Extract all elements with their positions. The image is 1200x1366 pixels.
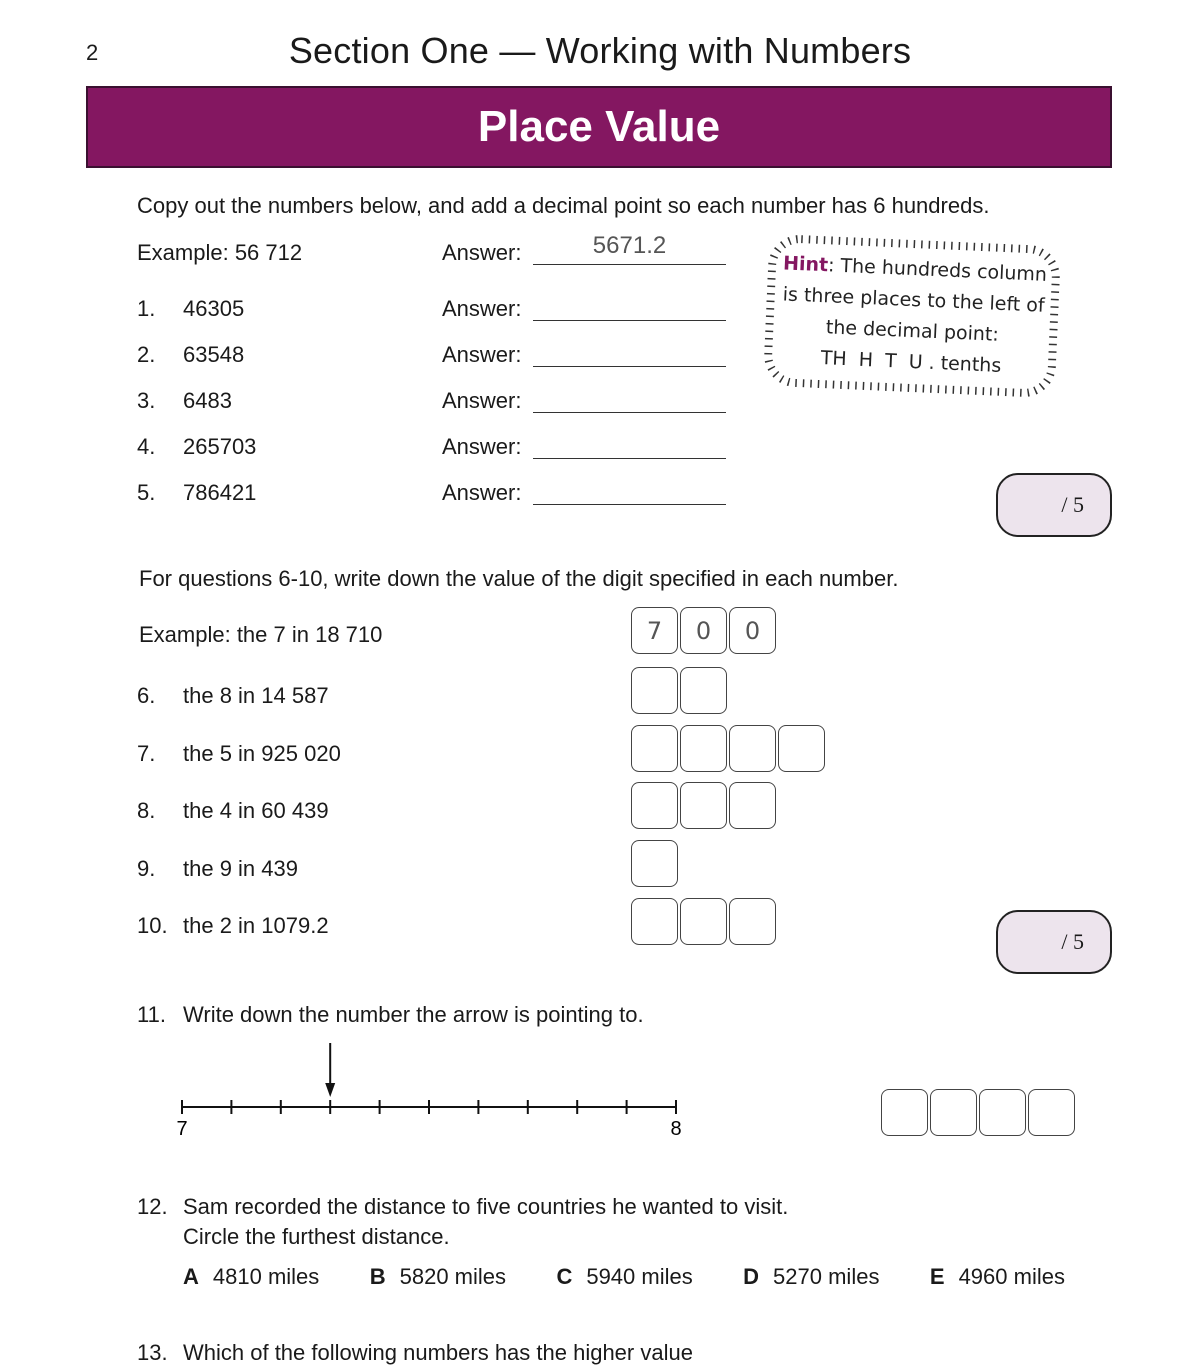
- hint-line: : The hundreds column: [827, 254, 1048, 286]
- question-10: [137, 913, 329, 939]
- question-text: Sam recorded the distance to five countries he wanted to visit.: [183, 1194, 789, 1219]
- part1-instruction: Copy out the numbers below, and add a decimal point so each number has 6 hundreds.: [137, 193, 990, 218]
- hint-text: [775, 248, 1050, 384]
- question-8: [137, 798, 329, 824]
- question-7: [137, 741, 341, 767]
- hint-line: is three places to the left of: [782, 283, 1046, 317]
- choice-text: 5820 miles: [399, 1264, 506, 1289]
- digit-box: 0: [680, 607, 727, 654]
- score-box-part1[interactable]: [996, 473, 1112, 537]
- question-number: 2.: [137, 342, 156, 367]
- question-2: [137, 342, 244, 368]
- choice-letter: B: [369, 1264, 386, 1289]
- example-digit-boxes: [631, 607, 778, 654]
- question-text: the 8 in 14 587: [183, 683, 329, 708]
- question-value: 6483: [183, 388, 232, 413]
- question-number: 9.: [137, 856, 156, 881]
- digit-answer-box[interactable]: [631, 840, 678, 887]
- question-value: 265703: [183, 434, 257, 459]
- choice-b[interactable]: [370, 1264, 506, 1290]
- part2-example-label: Example: the 7 in 18 710: [139, 622, 383, 647]
- topic-banner: [86, 86, 1112, 168]
- question-number: 10.: [137, 913, 168, 938]
- digit-answer-box[interactable]: [680, 782, 727, 829]
- answer-boxes-10: [631, 898, 778, 945]
- question-text: Which of the following numbers has the higher value: [183, 1340, 693, 1365]
- hint-line: TH H T U . tenths: [820, 347, 1002, 377]
- hint-box: [763, 234, 1061, 399]
- answer-field-5[interactable]: [533, 474, 726, 505]
- digit-answer-box[interactable]: [680, 725, 727, 772]
- hint-label: Hint: [782, 252, 829, 277]
- question-number: 1.: [137, 296, 156, 321]
- question-number: 12.: [137, 1194, 168, 1219]
- choice-letter: A: [183, 1264, 199, 1289]
- question-11: [137, 1002, 644, 1028]
- digit-answer-box[interactable]: [979, 1089, 1026, 1136]
- choice-text: 4810 miles: [212, 1264, 320, 1289]
- answer-label: Answer:: [442, 296, 522, 321]
- question-number: 11.: [137, 1002, 166, 1027]
- question-number: 3.: [137, 388, 156, 413]
- number-line-start-label: 7: [176, 1118, 188, 1140]
- question-12-line2: Circle the furthest distance.: [183, 1224, 450, 1249]
- digit-answer-box[interactable]: [631, 898, 678, 945]
- banner-title: Place Value: [477, 102, 721, 151]
- answer-label: Answer:: [442, 434, 522, 459]
- digit-answer-box[interactable]: [729, 725, 776, 772]
- digit-answer-box[interactable]: [631, 667, 678, 714]
- answer-boxes-6: [631, 667, 729, 714]
- question-number: 8.: [137, 798, 156, 823]
- question-5: [137, 480, 256, 506]
- question-number: 4.: [137, 434, 156, 459]
- digit-answer-box[interactable]: [778, 725, 825, 772]
- digit-answer-box[interactable]: [729, 898, 776, 945]
- digit-answer-box[interactable]: [729, 782, 776, 829]
- question-text: the 9 in 439: [183, 856, 298, 881]
- digit-box: 0: [729, 607, 776, 654]
- question-9: [137, 856, 298, 882]
- example-answer-value: 5671.2: [592, 232, 667, 259]
- digit-answer-box[interactable]: [680, 898, 727, 945]
- question-3: [137, 388, 232, 414]
- choice-text: 4960 miles: [958, 1264, 1065, 1289]
- question-13: [137, 1340, 693, 1366]
- choice-e[interactable]: [930, 1264, 1065, 1290]
- question-text: Write down the number the arrow is pointing to.: [183, 1002, 644, 1027]
- question-text: the 2 in 1079.2: [183, 913, 329, 938]
- choice-letter: E: [929, 1264, 945, 1289]
- question-1: [137, 296, 244, 322]
- answer-field-1[interactable]: [533, 290, 726, 321]
- choice-d[interactable]: [743, 1264, 879, 1290]
- choice-letter: D: [743, 1264, 760, 1289]
- part2-instruction: For questions 6-10, write down the value of the digit specified in each number.: [139, 566, 899, 591]
- choice-list: [183, 1264, 1065, 1290]
- digit-answer-box[interactable]: [881, 1089, 928, 1136]
- answer-label: Answer:: [442, 388, 522, 413]
- digit-answer-box[interactable]: [680, 667, 727, 714]
- digit-answer-box[interactable]: [631, 725, 678, 772]
- score-total: / 5: [1061, 492, 1084, 517]
- section-title: Section One — Working with Numbers: [288, 30, 912, 71]
- score-total: / 5: [1061, 929, 1084, 954]
- question-number: 6.: [137, 683, 156, 708]
- digit-answer-box[interactable]: [930, 1089, 977, 1136]
- question-number: 7.: [137, 741, 156, 766]
- question-number: 5.: [137, 480, 156, 505]
- answer-field-3[interactable]: [533, 382, 726, 413]
- number-line: [160, 1035, 700, 1145]
- choice-c[interactable]: [556, 1264, 692, 1290]
- answer-boxes-11: [881, 1089, 1077, 1136]
- question-value: 63548: [183, 342, 245, 367]
- choice-text: 5270 miles: [773, 1264, 880, 1289]
- question-value: 46305: [183, 296, 245, 321]
- choice-text: 5940 miles: [586, 1264, 693, 1289]
- page-number: 2: [86, 40, 99, 65]
- number-line-end-label: 8: [670, 1118, 682, 1140]
- question-text: the 5 in 925 020: [183, 741, 341, 766]
- answer-field-2[interactable]: [533, 336, 726, 367]
- score-box-part2[interactable]: [996, 910, 1112, 974]
- answer-label: Answer:: [442, 342, 522, 367]
- arrow-head-icon: [325, 1083, 335, 1097]
- choice-a[interactable]: [183, 1264, 319, 1290]
- example-label: Example: 56 712: [137, 240, 303, 265]
- digit-box: 7: [631, 607, 678, 654]
- question-value: 786421: [183, 480, 257, 505]
- question-6: [137, 683, 329, 709]
- question-4: [137, 434, 256, 460]
- answer-label: Answer:: [442, 480, 522, 505]
- digit-answer-box[interactable]: [631, 782, 678, 829]
- question-text: the 4 in 60 439: [183, 798, 329, 823]
- answer-boxes-8: [631, 782, 778, 829]
- answer-field-4[interactable]: [533, 428, 726, 459]
- choice-letter: C: [556, 1264, 573, 1289]
- hint-line: the decimal point:: [825, 316, 1000, 346]
- digit-answer-box[interactable]: [1028, 1089, 1075, 1136]
- example-answer-label: Answer:: [442, 240, 522, 265]
- question-number: 13.: [137, 1340, 168, 1365]
- answer-boxes-7: [631, 725, 827, 772]
- answer-boxes-9: [631, 840, 680, 887]
- question-12: [137, 1194, 788, 1220]
